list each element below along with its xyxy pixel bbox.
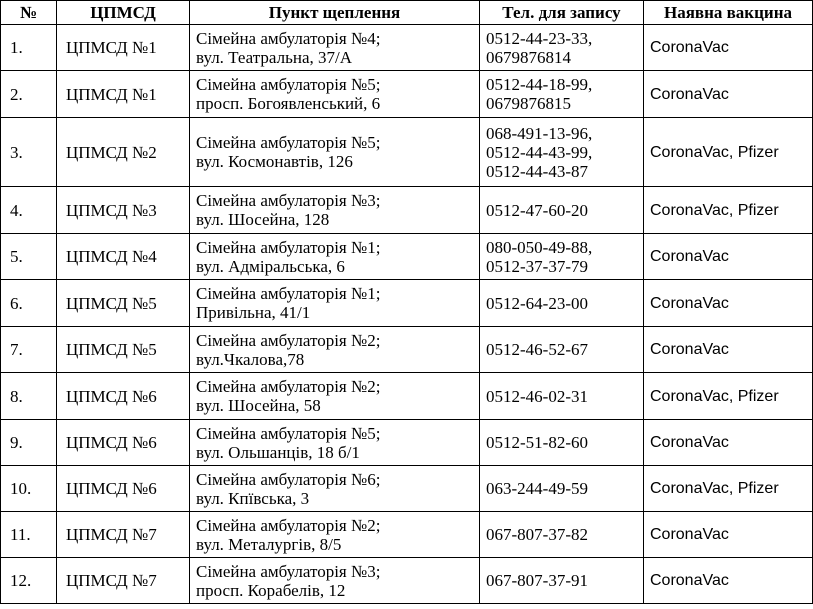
vaccination-point-cell <box>190 558 480 604</box>
table-row <box>1 234 813 280</box>
phone-number: 0512-64-23-00 <box>486 293 588 313</box>
vaccine-cell: CoronaVac <box>644 71 813 118</box>
center-cell: ЦПМСД №2 <box>57 118 190 187</box>
table-row <box>1 373 813 420</box>
header-phone: Тел. для запису <box>480 1 644 25</box>
phone-cell <box>480 118 644 187</box>
clinic-address: вул. Металургів, 8/5 <box>196 534 342 554</box>
center-cell: ЦПМСД №7 <box>57 558 190 604</box>
vaccine-cell: CoronaVac <box>644 234 813 280</box>
row-number-cell: 2. <box>1 71 57 118</box>
vaccine-cell: CoronaVac, Pfizer <box>644 466 813 512</box>
vaccine-cell: CoronaVac, Pfizer <box>644 373 813 420</box>
phone-number: 0512-46-52-67 <box>486 340 588 359</box>
center-cell: ЦПМСД №4 <box>57 234 190 280</box>
clinic-address: вул. Адміральська, 6 <box>196 256 345 276</box>
phone-number: 063-244-49-59 <box>486 479 588 498</box>
clinic-address: вул. Театральна, 37/А <box>196 47 352 67</box>
center-cell: ЦПМСД №6 <box>57 420 190 466</box>
phone-cell <box>480 512 644 558</box>
vaccination-point-cell <box>190 420 480 466</box>
center-cell: ЦПМСД №3 <box>57 187 190 234</box>
center-cell: ЦПМСД №1 <box>57 25 190 71</box>
phone-cell <box>480 558 644 604</box>
vaccine-cell: CoronaVac <box>644 327 813 373</box>
row-number-cell: 8. <box>1 373 57 420</box>
row-number-cell: 10. <box>1 466 57 512</box>
table-row <box>1 420 813 466</box>
clinic-name: Сімейна амбулаторія №4; <box>196 28 381 48</box>
clinic-address: вул. Шосейна, 58 <box>196 396 321 415</box>
header-center: ЦПМСД <box>57 1 190 25</box>
vaccination-point-cell <box>190 71 480 118</box>
row-number-cell: 3. <box>1 118 57 187</box>
vaccination-point-cell <box>190 187 480 234</box>
phone-cell <box>480 373 644 420</box>
row-number-cell: 7. <box>1 327 57 373</box>
row-number-cell: 11. <box>1 512 57 558</box>
vaccination-point-cell <box>190 234 480 280</box>
phone-number: 0679876814 <box>486 47 571 67</box>
phone-cell <box>480 187 644 234</box>
phone-cell <box>480 71 644 118</box>
vaccine-cell: CoronaVac <box>644 25 813 71</box>
clinic-name: Сімейна амбулаторія №1; <box>196 284 381 303</box>
table-row <box>1 558 813 604</box>
clinic-name: Сімейна амбулаторія №3; <box>196 191 381 210</box>
phone-number: 0512-46-02-31 <box>486 386 588 406</box>
table-header-row <box>1 1 813 25</box>
vaccine-cell: CoronaVac <box>644 280 813 327</box>
clinic-name: Сімейна амбулаторія №2; <box>196 330 381 350</box>
table-row <box>1 25 813 71</box>
row-number-cell: 6. <box>1 280 57 327</box>
clinic-name: Сімейна амбулаторія №3; <box>196 561 381 581</box>
phone-number: 0512-44-18-99, <box>486 75 593 94</box>
clinic-address: просп. Богоявленський, 6 <box>196 94 381 113</box>
clinic-address: вул.Чкалова,78 <box>196 349 305 369</box>
center-cell: ЦПМСД №7 <box>57 512 190 558</box>
row-number-cell: 9. <box>1 420 57 466</box>
clinic-address: вул. Ольшанців, 18 б/1 <box>196 442 360 462</box>
header-vaccine: Наявна вакцина <box>644 1 813 25</box>
row-number-cell: 4. <box>1 187 57 234</box>
vaccination-point-cell <box>190 118 480 187</box>
phone-number: 067-807-37-82 <box>486 525 588 544</box>
table-row <box>1 327 813 373</box>
vaccine-cell: CoronaVac <box>644 558 813 604</box>
table-row <box>1 466 813 512</box>
vaccination-point-cell <box>190 327 480 373</box>
phone-number: 0512-47-60-20 <box>486 200 588 220</box>
clinic-address: Привільна, 41/1 <box>196 303 311 322</box>
clinic-name: Сімейна амбулаторія №1; <box>196 237 381 257</box>
row-number-cell: 5. <box>1 234 57 280</box>
clinic-name: Сімейна амбулаторія №5; <box>196 423 381 443</box>
vaccination-point-cell <box>190 373 480 420</box>
table-row <box>1 187 813 234</box>
table-row <box>1 118 813 187</box>
clinic-name: Сімейна амбулаторія №5; <box>196 133 381 152</box>
phone-number: 080-050-49-88, <box>486 237 593 257</box>
phone-cell <box>480 280 644 327</box>
vaccine-cell: CoronaVac <box>644 512 813 558</box>
header-number: № <box>1 1 57 25</box>
phone-number: 067-807-37-91 <box>486 571 588 590</box>
vaccine-cell: CoronaVac, Pfizer <box>644 118 813 187</box>
clinic-address: просп. Корабелів, 12 <box>196 580 346 600</box>
table-row <box>1 280 813 327</box>
phone-cell <box>480 234 644 280</box>
vaccination-point-cell <box>190 466 480 512</box>
phone-cell <box>480 25 644 71</box>
phone-cell <box>480 327 644 373</box>
vaccine-cell: CoronaVac <box>644 420 813 466</box>
phone-number: 0512-44-43-99, <box>486 142 593 162</box>
phone-cell <box>480 466 644 512</box>
row-number-cell: 1. <box>1 25 57 71</box>
phone-number: 0679876815 <box>486 94 571 113</box>
center-cell: ЦПМСД №6 <box>57 373 190 420</box>
clinic-name: Сімейна амбулаторія №6; <box>196 469 381 489</box>
center-cell: ЦПМСД №1 <box>57 71 190 118</box>
clinic-address: вул. Шосейна, 128 <box>196 210 330 229</box>
center-cell: ЦПМСД №5 <box>57 280 190 327</box>
phone-number: 068-491-13-96, <box>486 123 593 143</box>
clinic-name: Сімейна амбулаторія №5; <box>196 75 381 94</box>
vaccination-point-cell <box>190 25 480 71</box>
center-cell: ЦПМСД №5 <box>57 327 190 373</box>
phone-number: 0512-44-43-87 <box>486 161 588 181</box>
clinic-address: вул. Космонавтів, 126 <box>196 152 353 171</box>
clinic-name: Сімейна амбулаторія №2; <box>196 377 381 396</box>
phone-number: 0512-51-82-60 <box>486 433 588 452</box>
phone-cell <box>480 420 644 466</box>
clinic-name: Сімейна амбулаторія №2; <box>196 515 381 535</box>
vaccination-point-cell <box>190 280 480 327</box>
vaccination-point-cell <box>190 512 480 558</box>
phone-number: 0512-37-37-79 <box>486 256 588 276</box>
table-row <box>1 512 813 558</box>
header-vaccination-point: Пункт щеплення <box>190 1 480 25</box>
center-cell: ЦПМСД №6 <box>57 466 190 512</box>
row-number-cell: 12. <box>1 558 57 604</box>
clinic-address: вул. Кпївська, 3 <box>196 488 310 508</box>
phone-number: 0512-44-23-33, <box>486 28 593 48</box>
vaccine-cell: CoronaVac, Pfizer <box>644 187 813 234</box>
table-row <box>1 71 813 118</box>
